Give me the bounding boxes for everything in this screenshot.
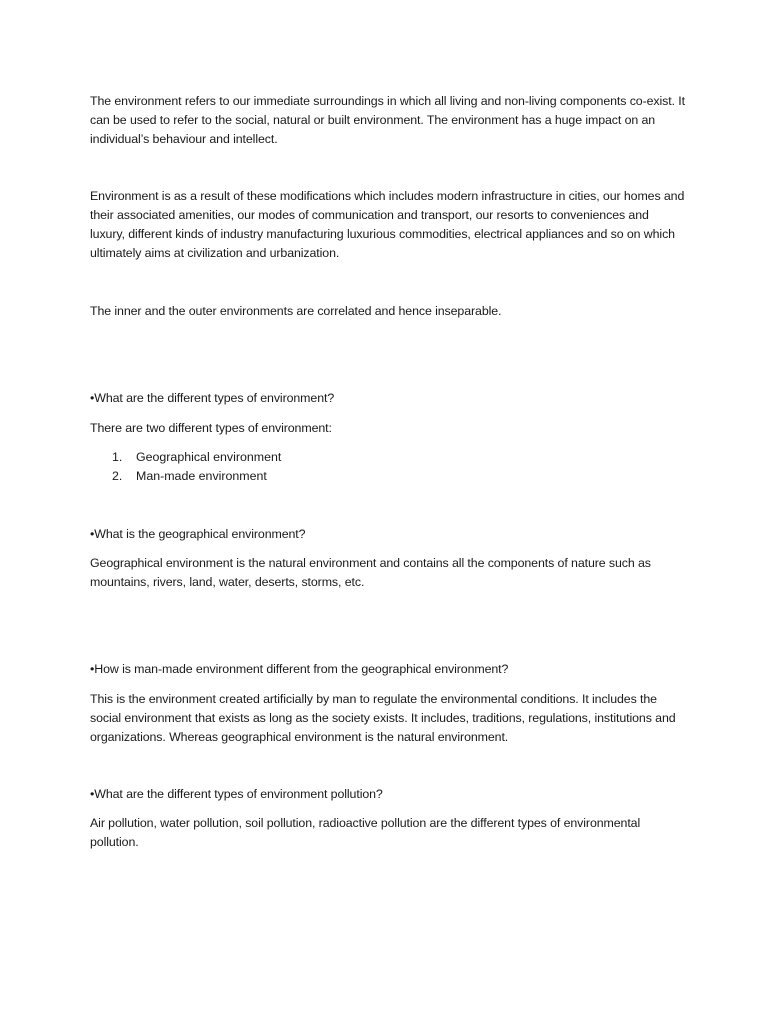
question-environment-types: •What are the different types of environment? <box>90 391 335 405</box>
answer-man-made: This is the environment created artificially by man to regulate the environmental conditions. It includes the social environment that exists as long as the society exists. It includes, traditions, regulations, institutions and organizations. Whereas geographical environment is the natural environment. <box>90 692 676 744</box>
list-item-text: Geographical environment <box>136 450 282 464</box>
intro-paragraph: The environment refers to our immediate surroundings in which all living and non-living components co-exist. It can be used to refer to the social, natural or built environment. The environment has a huge impact on an individual’s behaviour and intellect. <box>90 94 685 146</box>
question-pollution-types: •What are the different types of environment pollution? <box>90 787 383 801</box>
list-item <box>90 467 281 486</box>
answer-environment-types: There are two different types of environment: <box>90 421 332 435</box>
correlated-paragraph: The inner and the outer environments are correlated and hence inseparable. <box>90 304 502 318</box>
environment-types-list <box>90 448 281 486</box>
modifications-paragraph: Environment is as a result of these modifications which includes modern infrastructure in cities, our homes and their associated amenities, our modes of communication and transport, our resorts to conveniences and luxury, different kinds of industry manufacturing luxurious commodities, electrical appliances and so on which ultimately aims at civilization and urbanization. <box>90 189 685 260</box>
question-geographical: •What is the geographical environment? <box>90 527 306 541</box>
list-number: 2. <box>112 469 123 483</box>
list-number: 1. <box>112 450 123 464</box>
list-item-text: Man-made environment <box>136 469 267 483</box>
list-item <box>90 448 281 467</box>
answer-geographical: Geographical environment is the natural environment and contains all the components of nature such as mountains, rivers, land, water, deserts, storms, etc. <box>90 556 651 589</box>
answer-pollution-types: Air pollution, water pollution, soil pollution, radioactive pollution are the different types of environmental pollution. <box>90 816 641 849</box>
question-man-made: •How is man-made environment different from the geographical environment? <box>90 662 509 676</box>
